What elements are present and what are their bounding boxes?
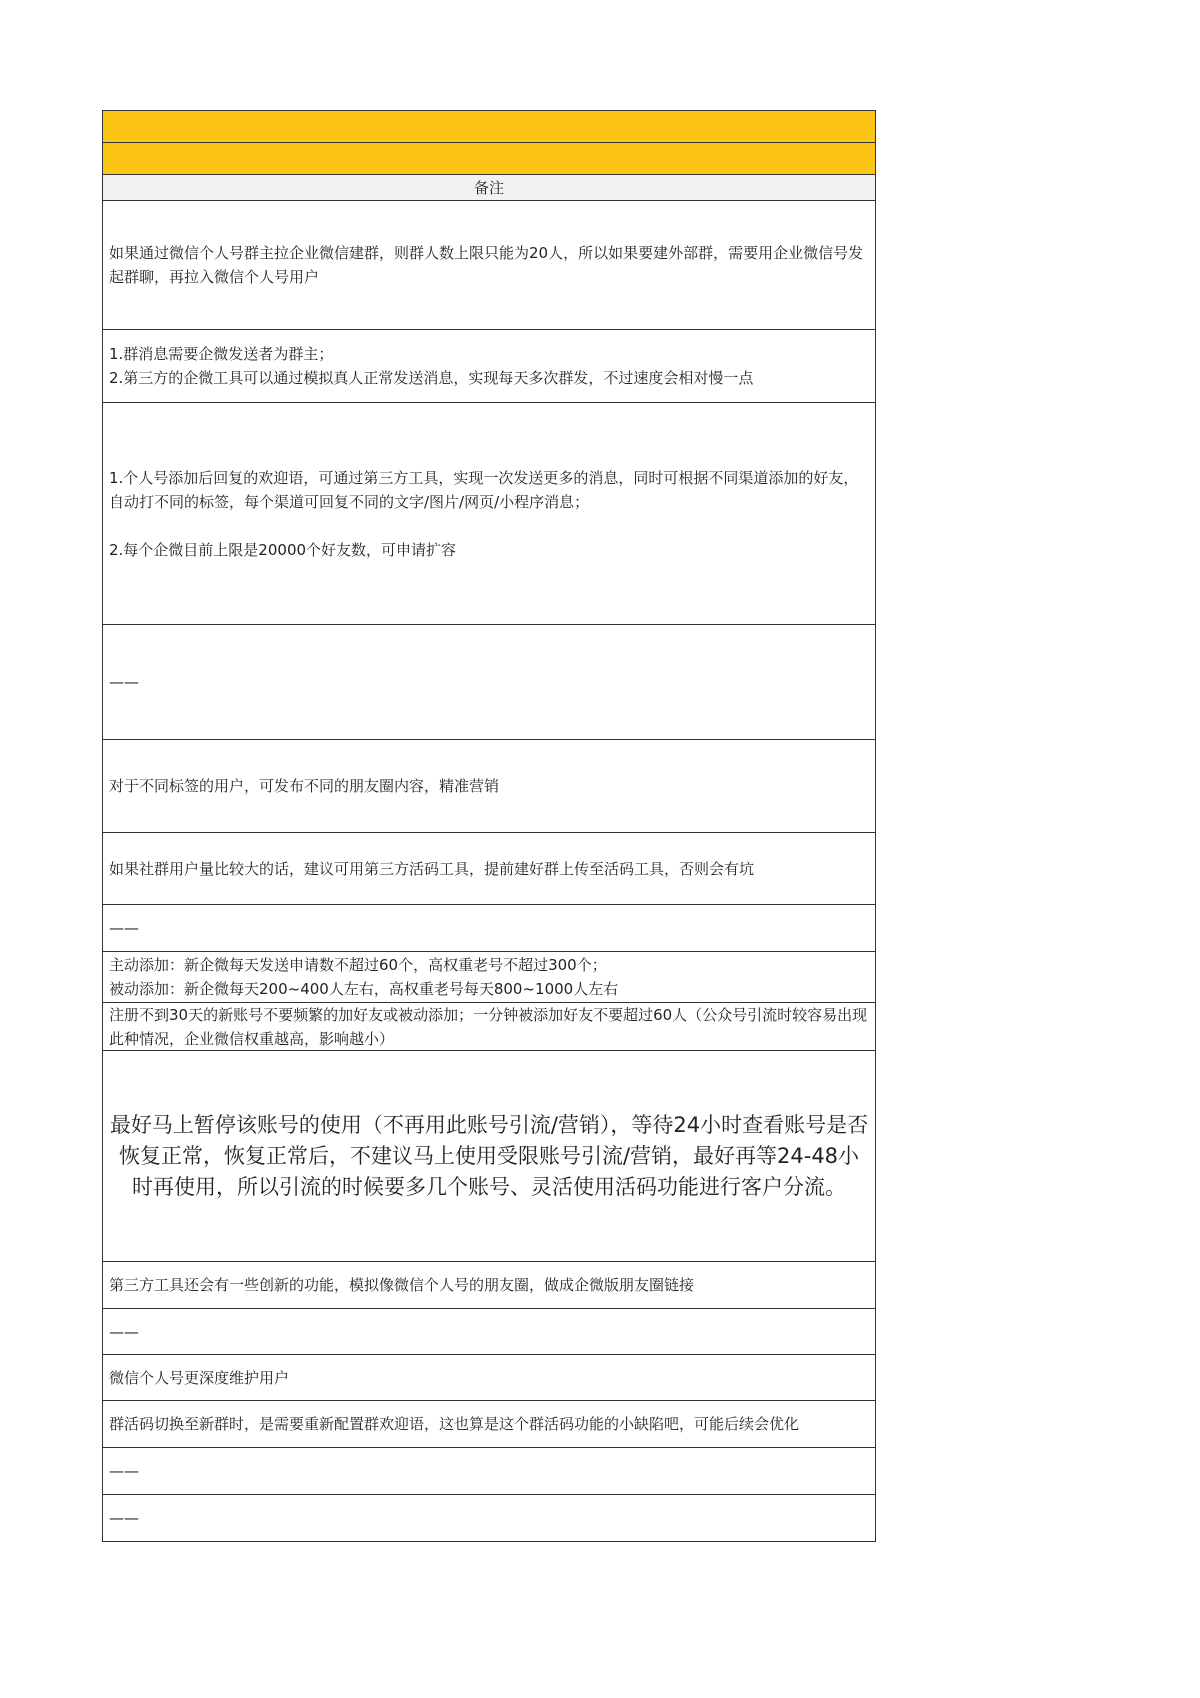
cell-text: —— — [109, 673, 139, 691]
cell-text: 注册不到30天的新账号不要频繁的加好友或被动添加；一分钟被添加好友不要超过60人（公众号引流时较容易出现此种情况，企业微信权重越高，影响越小） — [109, 1005, 868, 1048]
cell-text: 1.个人号添加后回复的欢迎语，可通过第三方工具，实现一次发送更多的消息，同时可根据不同渠道添加的好友，自动打不同的标签，每个渠道可回复不同的文字/图片/网页/小程序消息； 2.每个企微目前上限是20000个好友数，可申请扩容 — [109, 468, 859, 559]
cell-text: 群活码切换至新群时，是需要重新配置群欢迎语，这也算是这个群活码功能的小缺陷吧，可能后续会优化 — [109, 1415, 800, 1433]
table-row — [103, 1355, 875, 1401]
yellow-header-row-2 — [103, 143, 875, 175]
table-row — [103, 1309, 875, 1355]
cell-text: 主动添加：新企微每天发送申请数不超过60个，高权重老号不超过300个； 被动添加：新企微每天200~400人左右，高权重老号每天800~1000人左右 — [109, 956, 619, 998]
table-row — [103, 1003, 875, 1051]
table-row — [103, 1051, 875, 1262]
cell-text: —— — [109, 1509, 139, 1527]
table-row — [103, 201, 875, 330]
table-row — [103, 1448, 875, 1495]
cell-text: 1.群消息需要企微发送者为群主； 2.第三方的企微工具可以通过模拟真人正常发送消息，实现每天多次群发，不过速度会相对慢一点 — [109, 345, 754, 387]
cell-text: —— — [109, 1462, 139, 1480]
table-row — [103, 1401, 875, 1448]
column-header-remarks — [103, 175, 875, 201]
table-row — [103, 403, 875, 625]
cell-text: 如果社群用户量比较大的话，建议可用第三方活码工具，提前建好群上传至活码工具，否则会有坑 — [109, 859, 755, 878]
yellow-header-row-1 — [103, 111, 875, 143]
table-row — [103, 1262, 875, 1309]
cell-text: —— — [109, 919, 139, 937]
cell-text: 对于不同标签的用户，可发布不同的朋友圈内容，精准营销 — [109, 777, 500, 795]
table-row — [103, 1495, 875, 1541]
table-row — [103, 905, 875, 952]
cell-text: 最好马上暂停该账号的使用（不再用此账号引流/营销），等待24小时查看账号是否恢复正常，恢复正常后，不建议马上使用受限账号引流/营销，最好再等24-48小时再使用，所以引流的时候要多几个账号、灵活使用活码功能进行客户分流。 — [109, 1112, 869, 1199]
notes-table — [102, 110, 876, 1542]
table-row — [103, 833, 875, 905]
table-row — [103, 625, 875, 740]
cell-text: 微信个人号更深度维护用户 — [109, 1368, 290, 1387]
cell-text: 如果通过微信个人号群主拉企业微信建群，则群人数上限只能为20人，所以如果要建外部群，需要用企业微信号发起群聊，再拉入微信个人号用户 — [109, 244, 864, 286]
table-row — [103, 740, 875, 833]
table-row — [103, 330, 875, 403]
cell-text: 第三方工具还会有一些创新的功能，模拟像微信个人号的朋友圈，做成企微版朋友圈链接 — [109, 1276, 695, 1294]
table-row — [103, 952, 875, 1003]
cell-text: —— — [109, 1322, 139, 1341]
header-label: 备注 — [473, 178, 504, 197]
